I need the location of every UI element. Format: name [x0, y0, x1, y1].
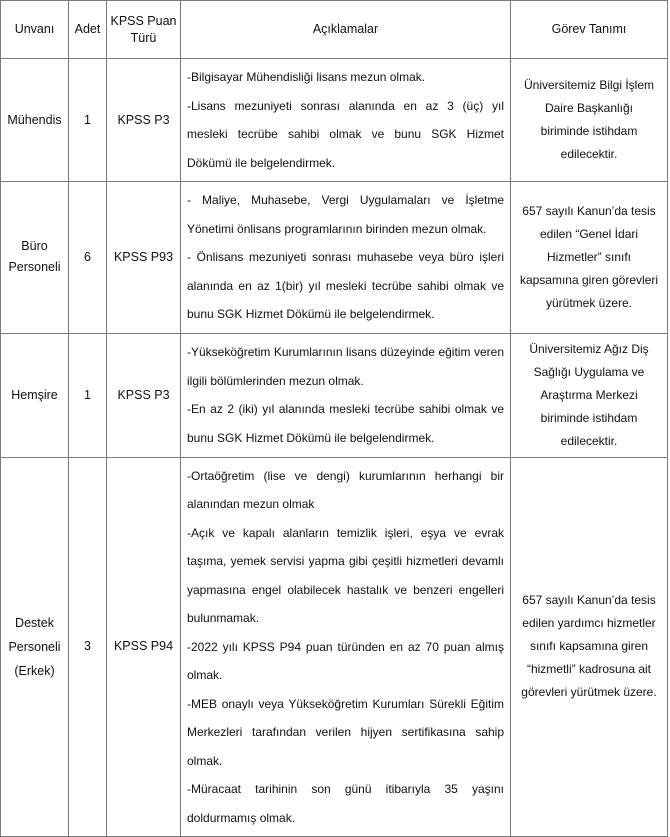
- cell-aciklamalar: [181, 333, 511, 457]
- requirement-line: -Müracaat tarihinin son günü itibarıyla 35 yaşını doldurmamış olmak.: [187, 782, 504, 825]
- cell-gorev: Üniversitemiz Ağız Diş Sağlığı Uygulama ve Araştırma Merkezi biriminde istihdam edilecektir.: [511, 333, 668, 457]
- cell-unvan: Büro Personeli: [1, 182, 69, 334]
- cell-kpss: KPSS P93: [107, 182, 181, 334]
- cell-kpss: KPSS P3: [107, 333, 181, 457]
- table-row: [1, 333, 668, 457]
- cell-adet: 3: [69, 457, 107, 837]
- cell-kpss: KPSS P3: [107, 59, 181, 182]
- cell-aciklamalar: [181, 59, 511, 182]
- table-row: [1, 59, 668, 182]
- requirement-line: -En az 2 (iki) yıl alanında mesleki tecrübe sahibi olmak ve bunu SGK Hizmet Dökümü ile belgelendirmek.: [187, 402, 504, 445]
- table-row: [1, 182, 668, 334]
- cell-gorev: 657 sayılı Kanun’da tesis edilen yardımcı hizmetler sınıfı kapsamına giren “hizmetli” kadrosuna ait görevleri yürütmek üzere.: [511, 457, 668, 837]
- header-kpss: KPSS Puan Türü: [107, 1, 181, 59]
- cell-adet: 6: [69, 182, 107, 334]
- header-row: [1, 1, 668, 59]
- header-adet: Adet: [69, 1, 107, 59]
- requirement-line: -Lisans mezuniyeti sonrası alanında en az 3 (üç) yıl mesleki tecrübe sahibi olmak ve bunu SGK Hizmet Dökümü ile belgelendirmek.: [187, 98, 504, 170]
- cell-unvan: Mühendis: [1, 59, 69, 182]
- requirement-line: - Maliye, Muhasebe, Vergi Uygulamaları ve İşletme Yönetimi önlisans programlarının birinden mezun olmak.: [187, 193, 504, 236]
- cell-kpss: KPSS P94: [107, 457, 181, 837]
- cell-unvan: Hemşire: [1, 333, 69, 457]
- cell-adet: 1: [69, 333, 107, 457]
- requirement-line: -Yükseköğretim Kurumlarının lisans düzeyinde eğitim veren ilgili bölümlerinden mezun olmak.: [187, 345, 504, 388]
- requirement-line: -Açık ve kapalı alanların temizlik işleri, eşya ve evrak taşıma, yemek servisi yapma gibi çeşitli hizmetleri devamlı yapmasına engel olabilecek hastalık ve benzeri engelleri bulunmamak.: [187, 525, 504, 625]
- cell-adet: 1: [69, 59, 107, 182]
- header-unvan: Unvanı: [1, 1, 69, 59]
- header-gorev: Görev Tanımı: [511, 1, 668, 59]
- requirement-line: -MEB onaylı veya Yükseköğretim Kurumları Sürekli Eğitim Merkezleri tarafından verilen hijyen sertifikasına sahip olmak.: [187, 696, 504, 768]
- cell-gorev: Üniversitemiz Bilgi İşlem Daire Başkanlığı biriminde istihdam edilecektir.: [511, 59, 668, 182]
- header-aciklamalar: Açıklamalar: [181, 1, 511, 59]
- requirement-line: -Bilgisayar Mühendisliği lisans mezun olmak.: [187, 70, 426, 84]
- requirement-line: -Ortaöğretim (lise ve dengi) kurumlarının herhangi bir alanından mezun olmak: [187, 468, 504, 511]
- requirement-line: - Önlisans mezuniyeti sonrası muhasebe veya büro işleri alanında en az 1(bir) yıl mesleki tecrübe sahibi olmak ve bunu SGK Hizmet Dökümü ile belgelendirmek.: [187, 250, 504, 321]
- cell-gorev: 657 sayılı Kanun’da tesis edilen “Genel İdari Hizmetler” sınıfı kapsamına giren görevleri yürütmek üzere.: [511, 182, 668, 334]
- cell-aciklamalar: [181, 182, 511, 334]
- table-row: [1, 457, 668, 837]
- cell-aciklamalar: [181, 457, 511, 837]
- requirement-line: -2022 yılı KPSS P94 puan türünden en az 70 puan almış olmak.: [187, 639, 504, 682]
- cell-unvan: Destek Personeli (Erkek): [1, 457, 69, 837]
